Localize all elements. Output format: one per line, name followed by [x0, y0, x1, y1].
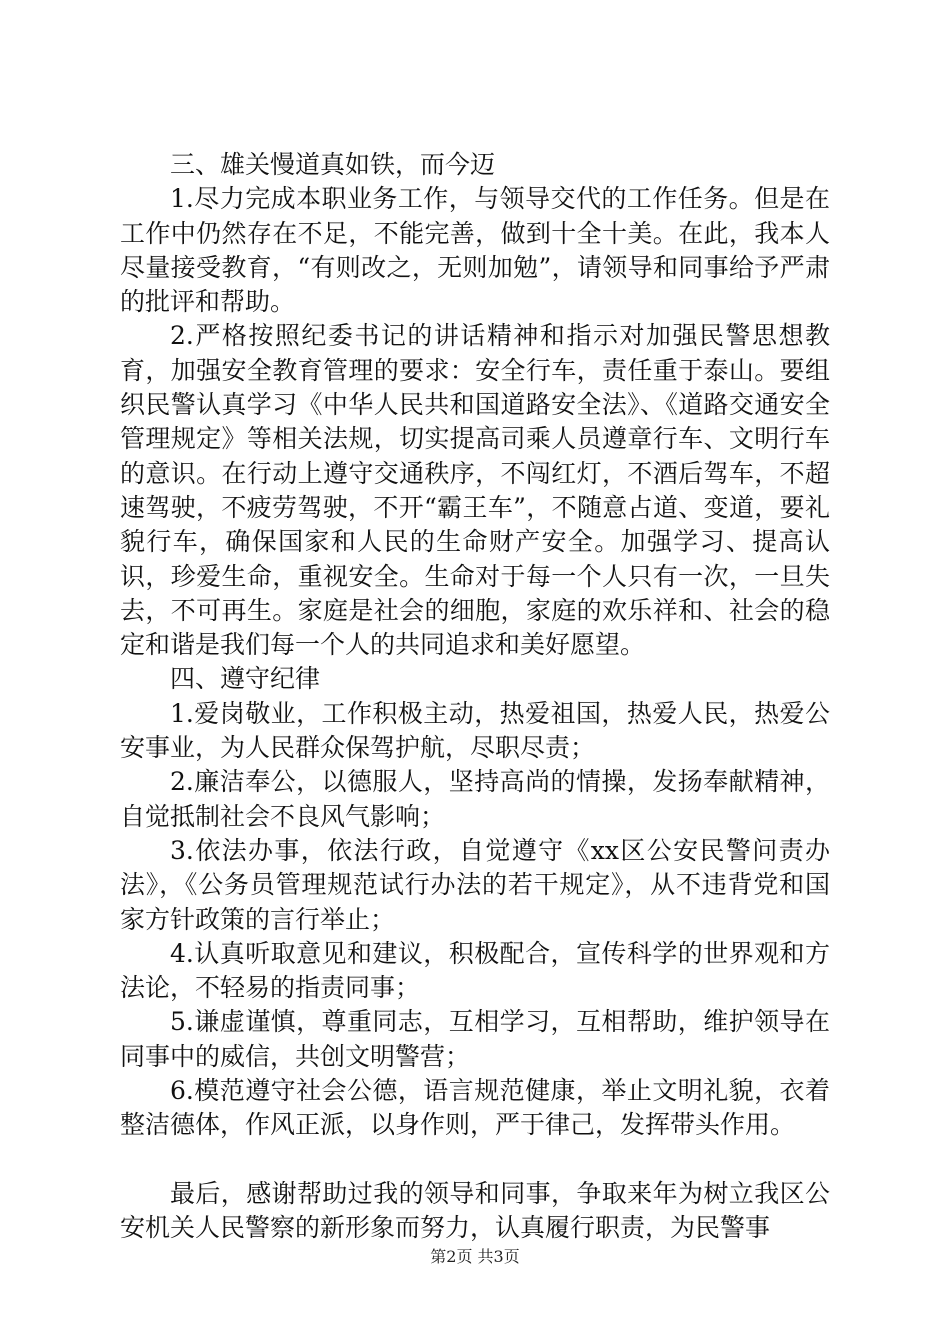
paragraph: 6.模范遵守社会公德，语言规范健康，举止文明礼貌，衣着整洁德体，作风正派，以身作则，严于律己，发挥带头作用。	[120, 1076, 830, 1140]
document-body	[120, 148, 830, 1245]
paragraph: 5.谦虚谨慎，尊重同志，互相学习，互相帮助，维护领导在同事中的威信，共创文明警营；	[120, 1007, 830, 1071]
page-number: 第2页 共3页	[430, 1247, 520, 1266]
paragraph: 1.爱岗敬业，工作积极主动，热爱祖国，热爱人民，热爱公安事业，为人民群众保驾护航，尽职尽责；	[120, 698, 830, 763]
paragraph: 2.廉洁奉公，以德服人，坚持高尚的情操，发扬奉献精神，自觉抵制社会不良风气影响；	[120, 767, 830, 831]
paragraph: 2.严格按照纪委书记的讲话精神和指示对加强民警思想教育，加强安全教育管理的要求：安全行车，责任重于泰山。要组织民警认真学习《中华人民共和国道路安全法》、《道路交通安全管理规定》等相关法规，切实提高司乘人员遵章行车、文明行车的意识。在行动上遵守交通秩序，不闯红灯，不酒后驾车，不超速驾驶，不疲劳驾驶，不开“霸王车”，不随意占道、变道，要礼貌行车，确保国家和人民的生命财产安全。加强学习、提高认识，珍爱生命，重视安全。生命对于每一个人只有一次，一旦失去，不可再生。家庭是社会的细胞，家庭的欢乐祥和、社会的稳定和谐是我们每一个人的共同追求和美好愿望。	[120, 321, 830, 660]
closing-paragraph: 最后，感谢帮助过我的领导和同事，争取来年为树立我区公安机关人民警察的新形象而努力，认真履行职责，为民警事	[120, 1178, 830, 1242]
paragraph: 1.尽力完成本职业务工作，与领导交代的工作任务。但是在工作中仍然存在不足，不能完善，做到十全十美。在此，我本人尽量接受教育，“有则改之，无则加勉”，请领导和同事给予严肃的批评和帮助。	[120, 184, 830, 317]
section-heading-3: 三、雄关慢道真如铁，而今迈	[170, 150, 496, 179]
section-heading-4: 四、遵守纪律	[170, 664, 321, 694]
paragraph: 4.认真听取意见和建议，积极配合，宣传科学的世界观和方法论，不轻易的指责同事；	[120, 938, 830, 1003]
paragraph: 3.依法办事，依法行政，自觉遵守《xx区公安民警问责办法》，《公务员管理规范试行办法的若干规定》，从不违背党和国家方针政策的言行举止；	[120, 835, 830, 934]
